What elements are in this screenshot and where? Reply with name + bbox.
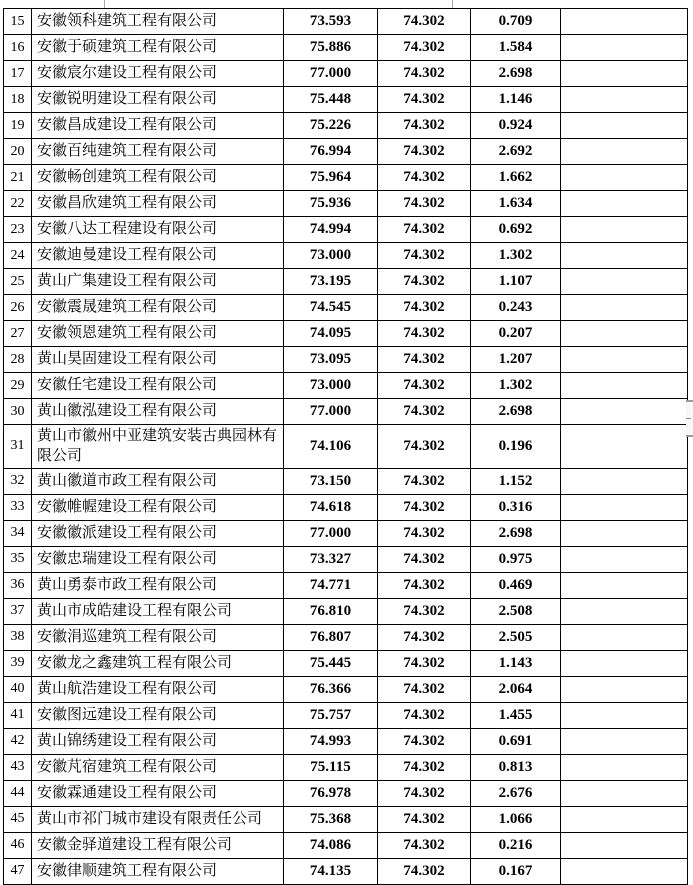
- table-row: [4, 806, 688, 832]
- score-cell[interactable]: 74.545: [284, 295, 378, 321]
- table-row: [4, 650, 688, 676]
- benchmark-cell[interactable]: 74.302: [378, 806, 471, 832]
- table-row: [4, 624, 688, 650]
- table-row: [4, 113, 688, 139]
- deviation-cell[interactable]: 2.698: [471, 399, 561, 425]
- company-name-cell[interactable]: 安徽昌欣建筑工程有限公司: [32, 191, 284, 217]
- deviation-cell[interactable]: 2.698: [471, 61, 561, 87]
- empty-cell[interactable]: [561, 321, 688, 347]
- company-name-cell[interactable]: 黄山锦绣建设工程有限公司: [32, 728, 284, 754]
- empty-cell[interactable]: [561, 347, 688, 373]
- table-row: [4, 494, 688, 520]
- empty-cell[interactable]: [561, 399, 688, 425]
- score-cell[interactable]: 76.994: [284, 139, 378, 165]
- table-row: [4, 572, 688, 598]
- score-cell[interactable]: 75.368: [284, 806, 378, 832]
- score-cell[interactable]: 75.226: [284, 113, 378, 139]
- score-cell[interactable]: 74.771: [284, 572, 378, 598]
- row-number-cell[interactable]: 39: [4, 650, 32, 676]
- score-cell[interactable]: 73.000: [284, 243, 378, 269]
- score-cell[interactable]: 73.593: [284, 9, 378, 35]
- row-number-cell[interactable]: 36: [4, 572, 32, 598]
- deviation-cell[interactable]: 0.691: [471, 728, 561, 754]
- company-name-cell[interactable]: 黄山广集建设工程有限公司: [32, 269, 284, 295]
- table-row: [4, 191, 688, 217]
- benchmark-cell[interactable]: 74.302: [378, 9, 471, 35]
- results-table-body: [4, 9, 688, 885]
- score-cell[interactable]: 77.000: [284, 399, 378, 425]
- deviation-cell[interactable]: 1.584: [471, 35, 561, 61]
- table-row: [4, 702, 688, 728]
- company-name-cell[interactable]: 安徽任宅建设工程有限公司: [32, 373, 284, 399]
- row-number-cell[interactable]: 28: [4, 347, 32, 373]
- company-name-cell[interactable]: 黄山徽泓建设工程有限公司: [32, 399, 284, 425]
- benchmark-cell[interactable]: 74.302: [378, 295, 471, 321]
- score-cell[interactable]: 73.095: [284, 347, 378, 373]
- score-cell[interactable]: 73.327: [284, 546, 378, 572]
- benchmark-cell[interactable]: 74.302: [378, 546, 471, 572]
- table-row: [4, 9, 688, 35]
- score-cell[interactable]: 74.618: [284, 494, 378, 520]
- benchmark-cell[interactable]: 74.302: [378, 217, 471, 243]
- benchmark-cell[interactable]: 74.302: [378, 832, 471, 858]
- score-cell[interactable]: 74.095: [284, 321, 378, 347]
- deviation-cell[interactable]: 0.196: [471, 425, 561, 469]
- row-number-cell[interactable]: 41: [4, 702, 32, 728]
- empty-cell[interactable]: [561, 598, 688, 624]
- company-name-cell[interactable]: 安徽百纯建筑工程有限公司: [32, 139, 284, 165]
- benchmark-cell[interactable]: 74.302: [378, 321, 471, 347]
- empty-cell[interactable]: [561, 269, 688, 295]
- score-cell[interactable]: 74.994: [284, 217, 378, 243]
- results-table: [3, 8, 688, 885]
- empty-cell[interactable]: [561, 217, 688, 243]
- table-row: [4, 321, 688, 347]
- table-row: [4, 520, 688, 546]
- row-number-cell[interactable]: 38: [4, 624, 32, 650]
- deviation-cell[interactable]: 0.207: [471, 321, 561, 347]
- row-number-cell[interactable]: 22: [4, 191, 32, 217]
- row-number-cell[interactable]: 21: [4, 165, 32, 191]
- table-row: [4, 217, 688, 243]
- table-row: [4, 295, 688, 321]
- row-number-cell[interactable]: 33: [4, 494, 32, 520]
- row-number-cell[interactable]: 31: [4, 425, 32, 469]
- deviation-cell[interactable]: 2.698: [471, 520, 561, 546]
- benchmark-cell[interactable]: 74.302: [378, 269, 471, 295]
- empty-cell[interactable]: [561, 113, 688, 139]
- empty-cell[interactable]: [561, 676, 688, 702]
- empty-cell[interactable]: [561, 87, 688, 113]
- row-number-cell[interactable]: 47: [4, 858, 32, 884]
- company-name-cell[interactable]: 黄山市祁门城市建设有限责任公司: [32, 806, 284, 832]
- empty-cell[interactable]: [561, 373, 688, 399]
- company-name-cell[interactable]: 安徽震晟建筑工程有限公司: [32, 295, 284, 321]
- table-row: [4, 832, 688, 858]
- deviation-cell[interactable]: 2.064: [471, 676, 561, 702]
- row-number-cell[interactable]: 43: [4, 754, 32, 780]
- company-name-cell[interactable]: 黄山勇泰市政工程有限公司: [32, 572, 284, 598]
- empty-cell[interactable]: [561, 650, 688, 676]
- benchmark-cell[interactable]: 74.302: [378, 35, 471, 61]
- row-number-cell[interactable]: 30: [4, 399, 32, 425]
- score-cell[interactable]: 74.993: [284, 728, 378, 754]
- row-number-cell[interactable]: 45: [4, 806, 32, 832]
- row-number-cell[interactable]: 19: [4, 113, 32, 139]
- score-cell[interactable]: 73.000: [284, 373, 378, 399]
- row-number-cell[interactable]: 25: [4, 269, 32, 295]
- spreadsheet-grid: [3, 8, 687, 885]
- empty-cell[interactable]: [561, 832, 688, 858]
- benchmark-cell[interactable]: 74.302: [378, 650, 471, 676]
- benchmark-cell[interactable]: 74.302: [378, 702, 471, 728]
- benchmark-cell[interactable]: 74.302: [378, 113, 471, 139]
- company-name-cell[interactable]: 安徽涓巡建筑工程有限公司: [32, 624, 284, 650]
- table-row: [4, 780, 688, 806]
- empty-cell[interactable]: [561, 425, 688, 469]
- table-row: [4, 676, 688, 702]
- score-cell[interactable]: 76.366: [284, 676, 378, 702]
- benchmark-cell[interactable]: 74.302: [378, 425, 471, 469]
- score-cell[interactable]: 75.115: [284, 754, 378, 780]
- table-row: [4, 425, 688, 469]
- row-number-cell[interactable]: 26: [4, 295, 32, 321]
- empty-cell[interactable]: [561, 858, 688, 884]
- score-cell[interactable]: 75.936: [284, 191, 378, 217]
- company-name-cell[interactable]: 安徽龙之鑫建筑工程有限公司: [32, 650, 284, 676]
- partial-gridline-left: [104, 0, 105, 8]
- company-name-cell[interactable]: 黄山市徽州中亚建筑安装古典园林有限公司: [32, 425, 284, 469]
- company-name-cell[interactable]: 黄山徽道市政工程有限公司: [32, 468, 284, 494]
- score-cell[interactable]: 76.810: [284, 598, 378, 624]
- benchmark-cell[interactable]: 74.302: [378, 139, 471, 165]
- empty-cell[interactable]: [561, 468, 688, 494]
- table-row: [4, 399, 688, 425]
- company-name-cell[interactable]: 安徽图远建设工程有限公司: [32, 702, 284, 728]
- benchmark-cell[interactable]: 74.302: [378, 676, 471, 702]
- score-cell[interactable]: 77.000: [284, 61, 378, 87]
- table-row: [4, 728, 688, 754]
- benchmark-cell[interactable]: 74.302: [378, 468, 471, 494]
- empty-cell[interactable]: [561, 780, 688, 806]
- row-number-cell[interactable]: 24: [4, 243, 32, 269]
- deviation-cell[interactable]: 1.146: [471, 87, 561, 113]
- deviation-cell[interactable]: 1.634: [471, 191, 561, 217]
- benchmark-cell[interactable]: 74.302: [378, 754, 471, 780]
- company-name-cell[interactable]: 安徽锐明建设工程有限公司: [32, 87, 284, 113]
- deviation-cell[interactable]: 1.107: [471, 269, 561, 295]
- empty-cell[interactable]: [561, 546, 688, 572]
- table-row: [4, 373, 688, 399]
- table-row: [4, 598, 688, 624]
- empty-cell[interactable]: [561, 702, 688, 728]
- company-name-cell[interactable]: 黄山市成皓建设工程有限公司: [32, 598, 284, 624]
- deviation-cell[interactable]: 2.505: [471, 624, 561, 650]
- score-cell[interactable]: 74.106: [284, 425, 378, 469]
- company-name-cell[interactable]: 安徽霖通建设工程有限公司: [32, 780, 284, 806]
- empty-cell[interactable]: [561, 520, 688, 546]
- benchmark-cell[interactable]: 74.302: [378, 858, 471, 884]
- company-name-cell[interactable]: 安徽领恩建筑工程有限公司: [32, 321, 284, 347]
- company-name-cell[interactable]: 安徽帷幄建设工程有限公司: [32, 494, 284, 520]
- row-number-cell[interactable]: 40: [4, 676, 32, 702]
- empty-cell[interactable]: [561, 165, 688, 191]
- benchmark-cell[interactable]: 74.302: [378, 598, 471, 624]
- benchmark-cell[interactable]: 74.302: [378, 87, 471, 113]
- deviation-cell[interactable]: 0.709: [471, 9, 561, 35]
- row-number-cell[interactable]: 34: [4, 520, 32, 546]
- row-number-cell[interactable]: 44: [4, 780, 32, 806]
- score-cell[interactable]: 76.807: [284, 624, 378, 650]
- deviation-cell[interactable]: 0.813: [471, 754, 561, 780]
- table-row: [4, 61, 688, 87]
- table-row: [4, 243, 688, 269]
- deviation-cell[interactable]: 1.207: [471, 347, 561, 373]
- table-row: [4, 139, 688, 165]
- empty-cell[interactable]: [561, 9, 688, 35]
- benchmark-cell[interactable]: 74.302: [378, 243, 471, 269]
- company-name-cell[interactable]: 安徽金驿道建设工程有限公司: [32, 832, 284, 858]
- table-row: [4, 468, 688, 494]
- score-cell[interactable]: 74.086: [284, 832, 378, 858]
- company-name-cell[interactable]: 安徽忠瑞建设工程有限公司: [32, 546, 284, 572]
- table-row: [4, 269, 688, 295]
- score-cell[interactable]: 73.195: [284, 269, 378, 295]
- company-name-cell[interactable]: 黄山航浩建设工程有限公司: [32, 676, 284, 702]
- score-cell[interactable]: 74.135: [284, 858, 378, 884]
- row-number-cell[interactable]: 46: [4, 832, 32, 858]
- empty-cell[interactable]: [561, 35, 688, 61]
- table-row: [4, 87, 688, 113]
- empty-cell[interactable]: [561, 191, 688, 217]
- row-number-cell[interactable]: 23: [4, 217, 32, 243]
- benchmark-cell[interactable]: 74.302: [378, 165, 471, 191]
- deviation-cell[interactable]: 1.066: [471, 806, 561, 832]
- table-row: [4, 35, 688, 61]
- empty-cell[interactable]: [561, 572, 688, 598]
- deviation-cell[interactable]: 0.243: [471, 295, 561, 321]
- row-number-cell[interactable]: 17: [4, 61, 32, 87]
- benchmark-cell[interactable]: 74.302: [378, 624, 471, 650]
- empty-cell[interactable]: [561, 806, 688, 832]
- deviation-cell[interactable]: 1.302: [471, 243, 561, 269]
- empty-cell[interactable]: [561, 139, 688, 165]
- score-cell[interactable]: 73.150: [284, 468, 378, 494]
- row-number-cell[interactable]: 35: [4, 546, 32, 572]
- company-name-cell[interactable]: 安徽畅创建筑工程有限公司: [32, 165, 284, 191]
- score-cell[interactable]: 77.000: [284, 520, 378, 546]
- deviation-cell[interactable]: 2.676: [471, 780, 561, 806]
- score-cell[interactable]: 75.448: [284, 87, 378, 113]
- row-number-cell[interactable]: 27: [4, 321, 32, 347]
- benchmark-cell[interactable]: 74.302: [378, 494, 471, 520]
- row-number-cell[interactable]: 32: [4, 468, 32, 494]
- table-row: [4, 165, 688, 191]
- benchmark-cell[interactable]: 74.302: [378, 399, 471, 425]
- scrollbar-thumb-grip: [686, 418, 691, 419]
- score-cell[interactable]: 75.886: [284, 35, 378, 61]
- empty-cell[interactable]: [561, 295, 688, 321]
- empty-cell[interactable]: [561, 61, 688, 87]
- row-number-cell[interactable]: 16: [4, 35, 32, 61]
- company-name-cell[interactable]: 安徽徽派建设工程有限公司: [32, 520, 284, 546]
- benchmark-cell[interactable]: 74.302: [378, 728, 471, 754]
- row-number-cell[interactable]: 37: [4, 598, 32, 624]
- deviation-cell[interactable]: 2.692: [471, 139, 561, 165]
- deviation-cell[interactable]: 1.662: [471, 165, 561, 191]
- table-row: [4, 858, 688, 884]
- row-number-cell[interactable]: 42: [4, 728, 32, 754]
- partial-gridline-right: [452, 0, 453, 8]
- row-number-cell[interactable]: 18: [4, 87, 32, 113]
- benchmark-cell[interactable]: 74.302: [378, 191, 471, 217]
- company-name-cell[interactable]: 安徽芃宿建筑工程有限公司: [32, 754, 284, 780]
- deviation-cell[interactable]: 0.316: [471, 494, 561, 520]
- score-cell[interactable]: 75.757: [284, 702, 378, 728]
- deviation-cell[interactable]: 0.924: [471, 113, 561, 139]
- empty-cell[interactable]: [561, 243, 688, 269]
- empty-cell[interactable]: [561, 728, 688, 754]
- table-row: [4, 754, 688, 780]
- deviation-cell[interactable]: 2.508: [471, 598, 561, 624]
- benchmark-cell[interactable]: 74.302: [378, 61, 471, 87]
- deviation-cell[interactable]: 1.143: [471, 650, 561, 676]
- vertical-scrollbar-thumb[interactable]: [686, 400, 693, 437]
- benchmark-cell[interactable]: 74.302: [378, 347, 471, 373]
- company-name-cell[interactable]: 黄山昊固建设工程有限公司: [32, 347, 284, 373]
- score-cell[interactable]: 76.978: [284, 780, 378, 806]
- company-name-cell[interactable]: 安徽宸尔建设工程有限公司: [32, 61, 284, 87]
- benchmark-cell[interactable]: 74.302: [378, 373, 471, 399]
- table-row: [4, 546, 688, 572]
- company-name-cell[interactable]: 安徽迪曼建设工程有限公司: [32, 243, 284, 269]
- benchmark-cell[interactable]: 74.302: [378, 780, 471, 806]
- row-number-cell[interactable]: 15: [4, 9, 32, 35]
- deviation-cell[interactable]: 0.167: [471, 858, 561, 884]
- company-name-cell[interactable]: 安徽八达工程建设有限公司: [32, 217, 284, 243]
- deviation-cell[interactable]: 1.455: [471, 702, 561, 728]
- company-name-cell[interactable]: 安徽昌成建设工程有限公司: [32, 113, 284, 139]
- table-row: [4, 347, 688, 373]
- deviation-cell[interactable]: 1.152: [471, 468, 561, 494]
- score-cell[interactable]: 75.445: [284, 650, 378, 676]
- deviation-cell[interactable]: 0.216: [471, 832, 561, 858]
- benchmark-cell[interactable]: 74.302: [378, 520, 471, 546]
- company-name-cell[interactable]: 安徽于硕建筑工程有限公司: [32, 35, 284, 61]
- company-name-cell[interactable]: 安徽领科建筑工程有限公司: [32, 9, 284, 35]
- empty-cell[interactable]: [561, 494, 688, 520]
- benchmark-cell[interactable]: 74.302: [378, 572, 471, 598]
- row-number-cell[interactable]: 20: [4, 139, 32, 165]
- empty-cell[interactable]: [561, 754, 688, 780]
- row-number-cell[interactable]: 29: [4, 373, 32, 399]
- deviation-cell[interactable]: 0.692: [471, 217, 561, 243]
- deviation-cell[interactable]: 0.975: [471, 546, 561, 572]
- empty-cell[interactable]: [561, 624, 688, 650]
- company-name-cell[interactable]: 安徽律顺建筑工程有限公司: [32, 858, 284, 884]
- deviation-cell[interactable]: 1.302: [471, 373, 561, 399]
- deviation-cell[interactable]: 0.469: [471, 572, 561, 598]
- score-cell[interactable]: 75.964: [284, 165, 378, 191]
